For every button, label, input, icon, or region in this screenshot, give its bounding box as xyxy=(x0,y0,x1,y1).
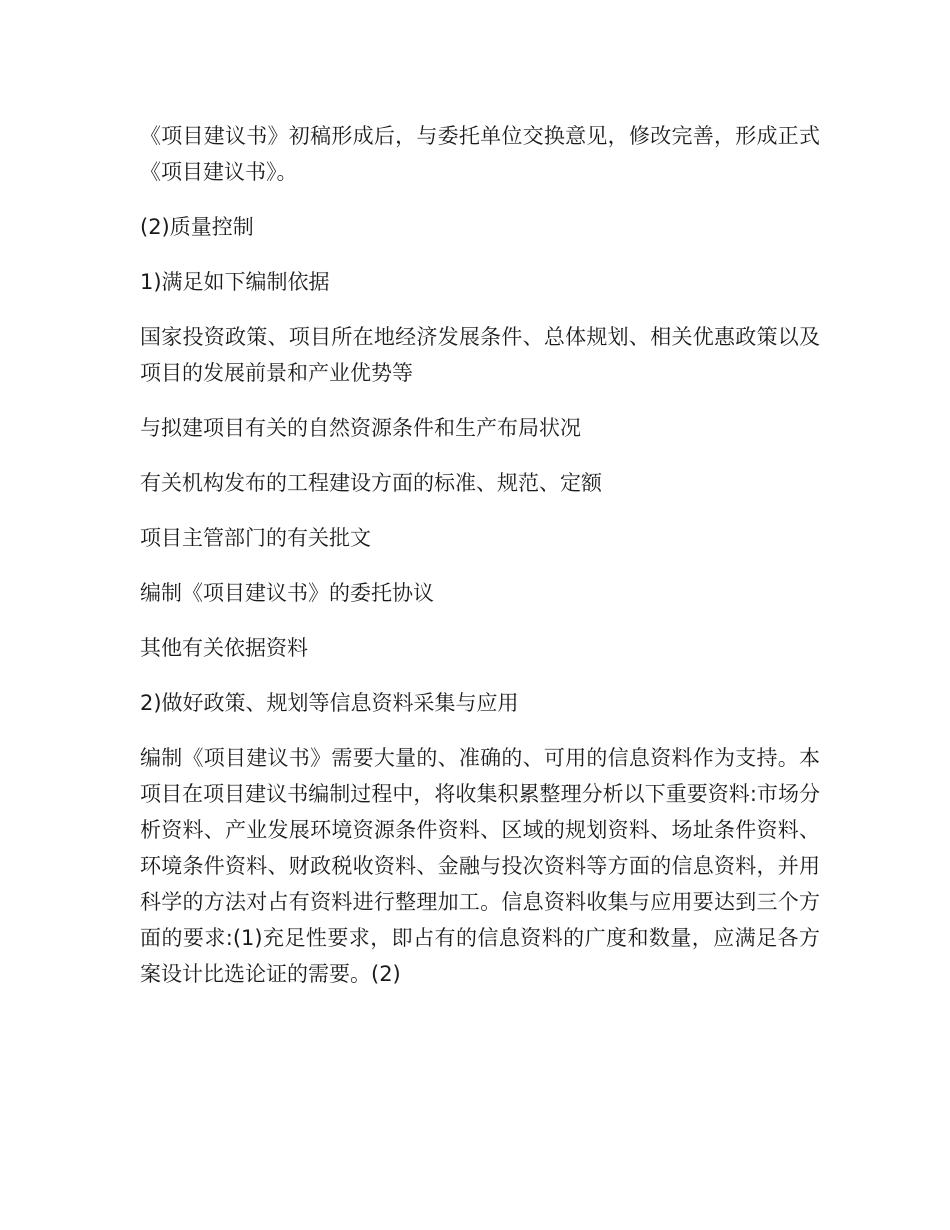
list-item-agreement: 编制《项目建议书》的委托协议 xyxy=(140,581,434,605)
list-item-approvals: 项目主管部门的有关批文 xyxy=(140,526,371,550)
heading-information-collection: 2)做好政策、规划等信息资料采集与应用 xyxy=(140,691,519,715)
paragraph-information-requirements: 编制《项目建议书》需要大量的、准确的、可用的信息资料作为支持。本项目在项目建议书编制过程中，将收集积累整理分析以下重要资料:市场分析资料、产业发展环境资源条件资料、区域的规划资料、场址条件资料、环境条件资料、财政税收资料、金融与投次资料等方面的信息资料，并用科学的方法对占有资料进行整理加工。信息资料收集与应用要达到三个方面的要求:(1)充足性要求，即占有的信息资料的广度和数量，应满足各方案设计比选论证的需要。(2) xyxy=(140,746,820,986)
document-body xyxy=(140,118,820,1011)
list-item-standards: 有关机构发布的工程建设方面的标准、规范、定额 xyxy=(140,471,602,495)
paragraph-draft-finalization: 《项目建议书》初稿形成后，与委托单位交换意见，修改完善，形成正式《项目建议书》。 xyxy=(140,124,820,184)
list-item-natural-resources: 与拟建项目有关的自然资源条件和生产布局状况 xyxy=(140,416,581,440)
list-item-investment-policy: 国家投资政策、项目所在地经济发展条件、总体规划、相关优惠政策以及项目的发展前景和产业优势等 xyxy=(140,325,820,385)
heading-compilation-basis: 1)满足如下编制依据 xyxy=(140,270,330,294)
heading-quality-control: (2)质量控制 xyxy=(140,215,254,239)
list-item-other-materials: 其他有关依据资料 xyxy=(140,636,308,660)
